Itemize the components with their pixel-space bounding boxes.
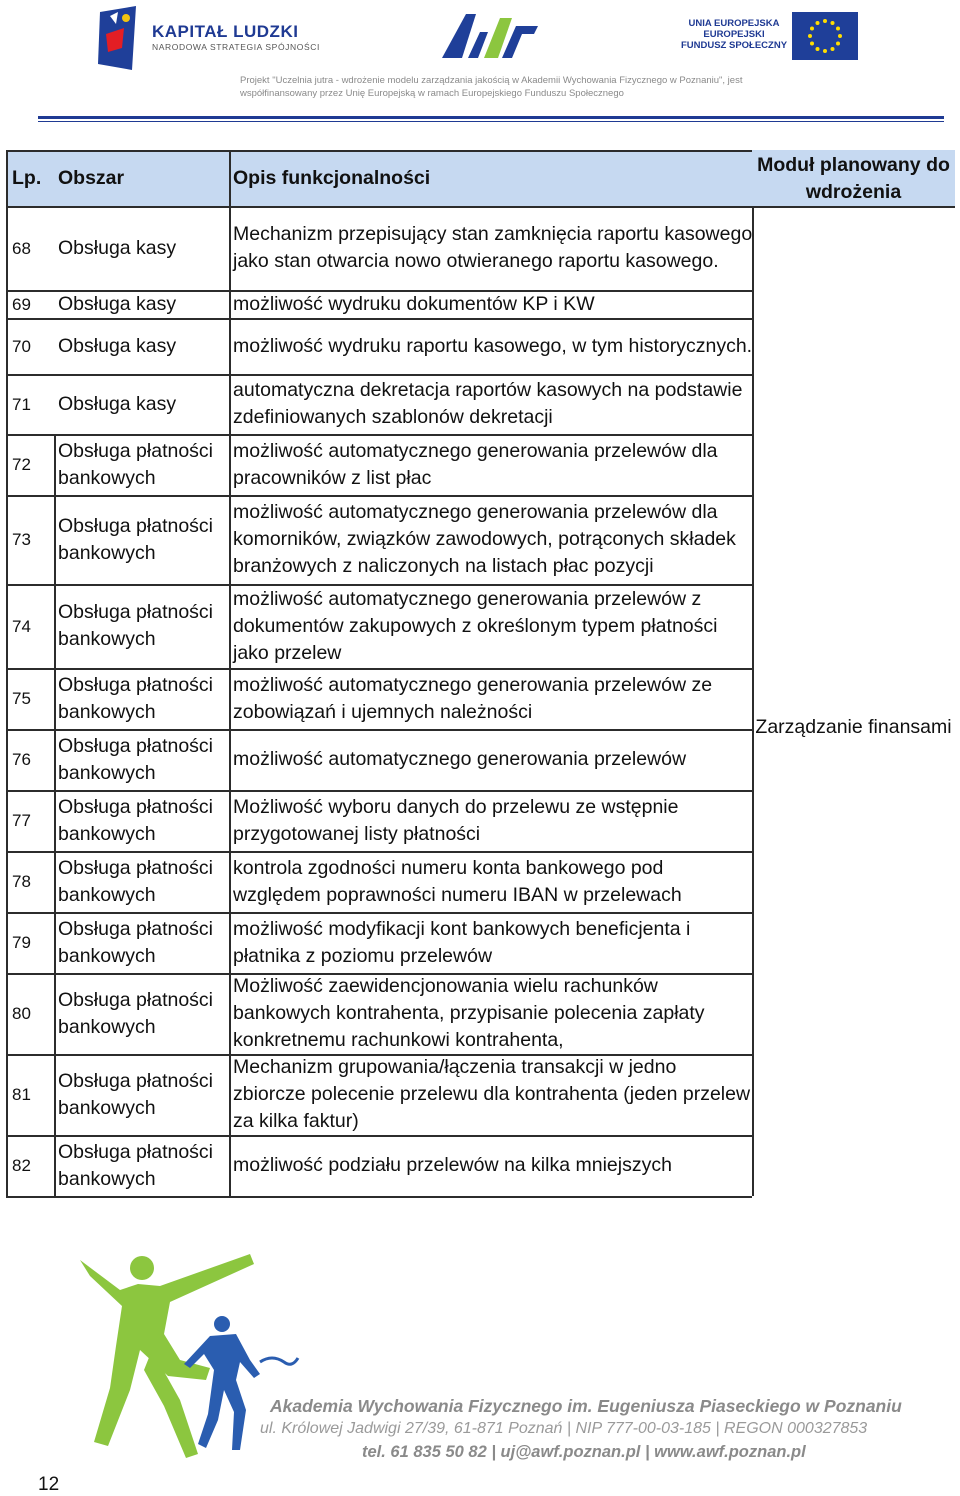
row-obszar: Obsługa płatności bankowych (58, 1140, 214, 1190)
grid-line (54, 434, 56, 1196)
row-number: 70 (12, 336, 31, 356)
row-number: 68 (12, 238, 31, 258)
row-obszar: Obsługa płatności bankowych (58, 734, 214, 784)
row-number: 81 (12, 1085, 31, 1104)
grid-line (6, 1135, 752, 1137)
row-obszar: Obsługa płatności bankowych (58, 988, 214, 1038)
grid-line (6, 790, 752, 792)
grid-line (229, 150, 231, 1196)
row-opis: automatyczna dekretacja raportów kasowych na podstawie zdefiniowanych szablonów dekretacji (233, 379, 743, 428)
header-divider (38, 116, 944, 119)
row-obszar: Obsługa płatności bankowych (58, 601, 214, 650)
column-header-obszar: Obszar (58, 166, 125, 189)
footer-institution: Akademia Wychowania Fizycznego im. Eugeniusza Piaseckiego w Poznaniu (270, 1396, 902, 1416)
row-opis: możliwość automatycznego generowania przelewów ze zobowiązań i ujemnych należności (233, 673, 713, 723)
row-obszar: Obsługa płatności bankowych (58, 439, 214, 489)
row-opis: Możliwość wyboru danych do przelewu ze wstępnie przygotowanej listy płatności (233, 795, 679, 845)
row-number: 77 (12, 811, 31, 830)
grid-line (6, 150, 8, 1196)
page-header (0, 0, 960, 130)
row-opis: Mechanizm przepisujący stan zamknięcia raportu kasowego jako stan otwarcia nowo otwieranego raportu kasowego. (233, 223, 753, 272)
row-number: 82 (12, 1156, 31, 1175)
row-obszar: Obsługa płatności bankowych (58, 917, 214, 967)
header-divider-thin (38, 121, 944, 122)
grid-line (752, 150, 754, 1196)
row-number: 79 (12, 933, 31, 952)
row-opis: możliwość modyfikacji kont bankowych beneficjenta i płatnika z poziomu przelewów (233, 917, 691, 967)
grid-line (6, 973, 752, 975)
kapital-ludzki-subtitle: NARODOWA STRATEGIA SPÓJNOŚCI (152, 42, 320, 52)
row-number: 78 (12, 872, 31, 891)
grid-line (6, 1196, 752, 1198)
row-number: 73 (12, 530, 31, 549)
row-obszar: Obsługa płatności bankowych (58, 673, 214, 723)
grid-line (6, 668, 752, 670)
grid-line (6, 206, 955, 208)
row-opis: możliwość wydruku dokumentów KP i KW (233, 292, 595, 315)
row-opis: możliwość podziału przelewów na kilka mniejszych (233, 1154, 672, 1176)
project-info-text: Projekt "Uczelnia jutra - wdrożenie modelu zarządzania jakością w Akademii Wychowania Fizycznego w Poznaniu", jest współfinansowany przez Unię Europejską w ramach Europejskiego Funduszu Społecznego (240, 75, 743, 99)
row-obszar: Obsługa płatności bankowych (58, 514, 214, 564)
grid-line (6, 1054, 752, 1056)
row-number: 72 (12, 455, 31, 474)
eu-flag-icon (792, 12, 858, 60)
row-number: 75 (12, 689, 31, 708)
row-obszar: Obsługa płatności bankowych (58, 856, 214, 906)
footer-address: ul. Królowej Jadwigi 27/39, 61-871 Poznań | NIP 777-00-03-185 | REGON 000327853 (260, 1420, 868, 1437)
row-opis: Mechanizm grupowania/łączenia transakcji w jedno zbiorcze polecenie przelewu dla kontrahenta (jeden przelew za kilka faktur) (233, 1056, 751, 1132)
row-number: 74 (12, 616, 31, 636)
row-obszar: Obsługa kasy (58, 236, 177, 259)
row-opis: możliwość wydruku raportu kasowego, w tym historycznych. (233, 334, 753, 357)
grid-line (6, 318, 752, 320)
row-opis: możliwość automatycznego generowania przelewów dla komorników, związków zawodowych, potrąconych składek branżowych z naliczonych na listach płac pozycji (233, 501, 736, 577)
column-header-modul: Moduł planowany do wdrożenia (752, 150, 955, 206)
ue-text: UNIA EUROPEJSKA EUROPEJSKI FUNDUSZ SPOŁECZNY (680, 18, 788, 51)
row-obszar: Obsługa kasy (58, 334, 177, 357)
row-number: 80 (12, 1004, 31, 1023)
row-number: 69 (12, 294, 31, 314)
row-opis: możliwość automatycznego generowania przelewów z dokumentów zakupowych z określonym typem płatności jako przelew (233, 587, 718, 664)
awf-logo (440, 8, 540, 62)
row-opis: Możliwość zaewidencjonowania wielu rachunków bankowych kontrahenta, przypisanie polecenia zapłaty konkretnemu rachunkowi kontrahenta, (233, 975, 705, 1051)
grid-line (6, 495, 752, 497)
modul-value: Zarządzanie finansami (755, 716, 952, 738)
row-opis: możliwość automatycznego generowania przelewów dla pracowników z list płac (233, 439, 718, 489)
grid-line (6, 290, 752, 292)
row-opis: możliwość automatycznego generowania przelewów (233, 748, 687, 770)
column-header-opis: Opis funkcjonalności (233, 166, 431, 189)
row-obszar: Obsługa płatności bankowych (58, 795, 214, 845)
kapital-ludzki-title: KAPITAŁ LUDZKI (152, 22, 299, 41)
row-obszar: Obsługa płatności bankowych (58, 1069, 214, 1119)
grid-line (6, 851, 752, 853)
grid-line (6, 584, 752, 586)
row-obszar: Obsługa kasy (58, 392, 177, 415)
footer-contact: tel. 61 835 50 82 | uj@awf.poznan.pl | www.awf.poznan.pl (362, 1443, 806, 1461)
row-number: 76 (12, 750, 31, 769)
row-opis: kontrola zgodności numeru konta bankowego pod względem poprawności numeru IBAN w przelewach (233, 856, 682, 906)
column-header-lp: Lp. (12, 166, 42, 189)
grid-line (6, 729, 752, 731)
grid-line (6, 912, 752, 914)
grid-line (6, 374, 752, 376)
row-obszar: Obsługa kasy (58, 292, 177, 315)
page-number: 12 (38, 1474, 60, 1495)
grid-line (6, 434, 752, 436)
row-number: 71 (12, 394, 31, 414)
